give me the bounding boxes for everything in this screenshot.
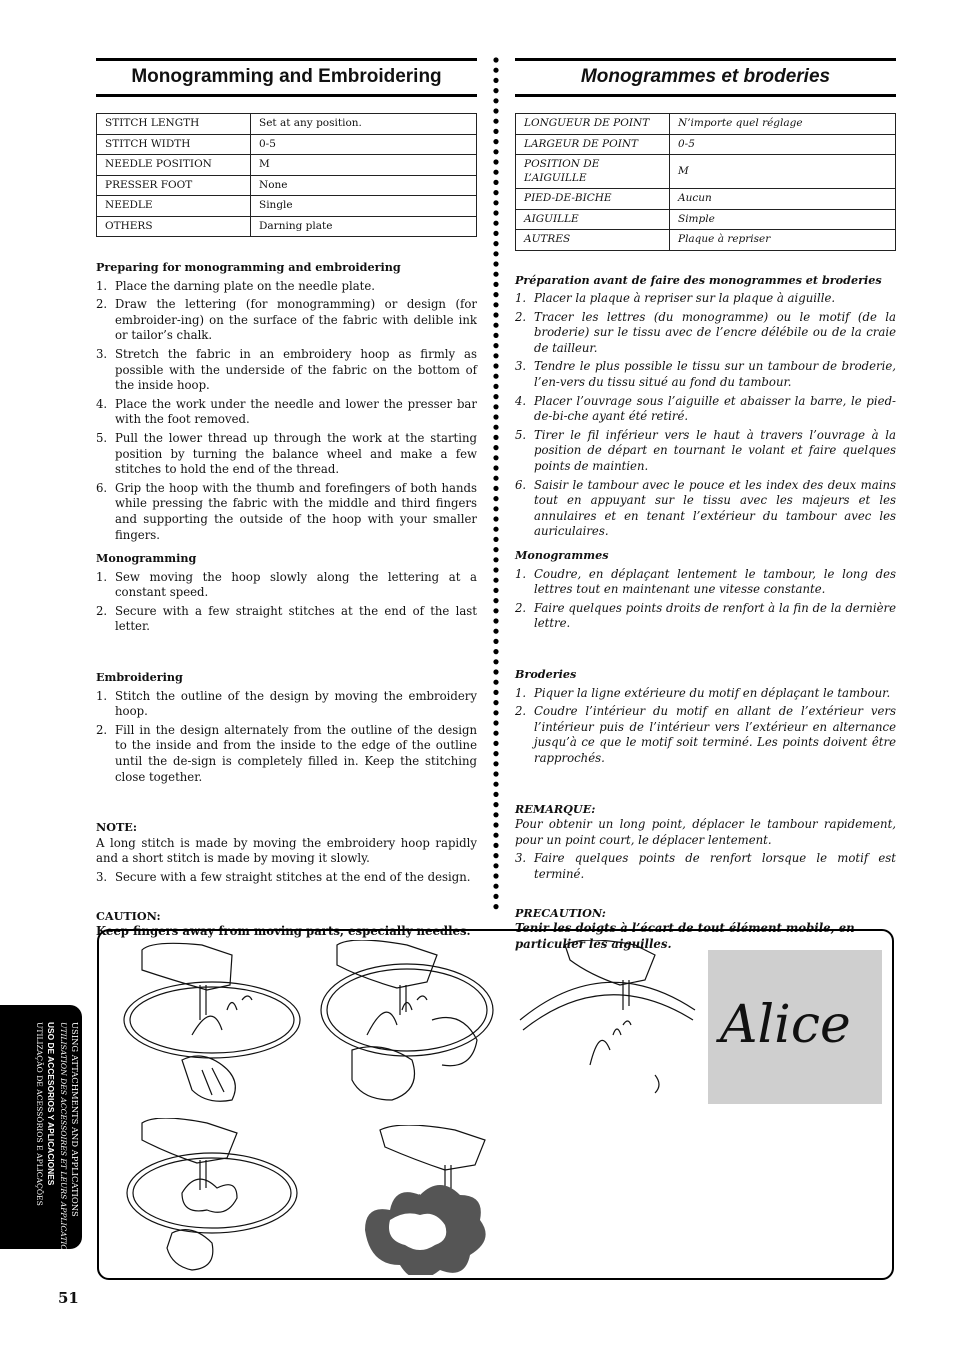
list-item: 1. Stitch the outline of the design by moving the embroidery hoop.	[96, 688, 477, 719]
divider-dot	[493, 761, 498, 766]
setting-key: LONGUEUR DE POINT	[516, 114, 670, 135]
hoop-lettering-illustration-1	[112, 940, 302, 1110]
setting-value: None	[251, 175, 477, 196]
table-row	[97, 155, 477, 176]
divider-dot	[493, 873, 498, 878]
english-settings-table	[96, 113, 477, 237]
table-row	[97, 196, 477, 217]
note-text: A long stitch is made by moving the embroidery hoop rapidly and a short stitch is made by moving it slowly.	[96, 835, 477, 866]
list-item: 2. Secure with a few straight stitches at the end of the last letter.	[96, 603, 477, 634]
table-row	[516, 189, 896, 210]
divider-dot	[493, 588, 498, 593]
table-row	[97, 175, 477, 196]
table-row	[97, 216, 477, 237]
divider-dot	[493, 771, 498, 776]
note-heading: REMARQUE:	[515, 801, 596, 816]
list-item: 2. Coudre l’intérieur du motif en allant de l’extérieur vers l’intérieur puis de l’intérieur vers l’extérieur en alternance jusqu’à ce que le motif soit terminé. Les points doivent être rapprochés.	[515, 704, 896, 765]
divider-dot	[493, 496, 498, 501]
divider-dot	[493, 720, 498, 725]
setting-key: PIED-DE-BICHE	[516, 189, 670, 210]
caution-text: Keep fingers away from moving parts, especially needles.	[96, 924, 471, 939]
caution-text: Tenir les doigts à l’écart de tout élément mobile, en particulier les aiguilles.	[515, 921, 855, 951]
divider-dot	[493, 649, 498, 654]
alice-monogram	[708, 950, 882, 1104]
divider-dot	[493, 557, 498, 562]
divider-dot	[493, 690, 498, 695]
divider-dot	[493, 853, 498, 858]
divider-dot	[493, 404, 498, 409]
divider-dot	[493, 98, 498, 103]
setting-key: AIGUILLE	[516, 209, 670, 230]
divider-dot	[493, 68, 498, 73]
setting-key: LARGEUR DE POINT	[516, 134, 670, 155]
divider-dot	[493, 731, 498, 736]
setting-key: AUTRES	[516, 230, 670, 251]
divider-dot	[493, 312, 498, 317]
alice-text: Alice	[720, 995, 851, 1055]
divider-dot	[493, 455, 498, 460]
french-body	[515, 273, 896, 953]
french-column	[515, 58, 896, 952]
divider-dot	[493, 639, 498, 644]
divider-dot	[493, 251, 498, 256]
divider-dot	[493, 802, 498, 807]
mono-list	[515, 567, 896, 632]
mono-heading: Monogramming	[96, 551, 197, 566]
divider-dot	[493, 547, 498, 552]
table-row	[516, 134, 896, 155]
prep-list	[96, 279, 477, 544]
divider-dot	[493, 598, 498, 603]
divider-dot	[493, 272, 498, 277]
divider-dot	[493, 904, 498, 909]
divider-dot	[493, 425, 498, 430]
divider-dot	[493, 384, 498, 389]
list-item: 3. Tendre le plus possible le tissu sur un tambour de broderie, l’en-vers du tissu situé au fond du tambour.	[515, 359, 896, 390]
caution-heading: PRECAUTION:	[515, 905, 606, 920]
list-item: 3. Faire quelques points de renfort lorsque le motif est terminé.	[515, 851, 896, 881]
hoop-lettering-illustration-2	[312, 940, 502, 1110]
setting-key: NEEDLE POSITION	[97, 155, 251, 176]
setting-key: STITCH LENGTH	[97, 114, 251, 135]
setting-key: PRESSER FOOT	[97, 175, 251, 196]
english-body	[96, 260, 477, 940]
list-item: 2. Fill in the design alternately from the outline of the design to the inside and from the inside to the edge of the outline until the de-sign is completely filled in. Keep the stitching close together.	[96, 722, 477, 784]
divider-dot	[493, 343, 498, 348]
divider-dot	[493, 159, 498, 164]
setting-value: Set at any position.	[251, 114, 477, 135]
divider-dot	[493, 282, 498, 287]
divider-dot	[493, 843, 498, 848]
divider-dot	[493, 190, 498, 195]
setting-key: OTHERS	[97, 216, 251, 237]
mono-list	[96, 570, 477, 635]
divider-dot	[493, 618, 498, 623]
divider-dot	[493, 210, 498, 215]
divider-dot	[493, 516, 498, 521]
table-row	[97, 114, 477, 135]
divider-dot	[493, 741, 498, 746]
setting-key: STITCH WIDTH	[97, 134, 251, 155]
divider-dot	[493, 476, 498, 481]
setting-value: Single	[251, 196, 477, 217]
section-tab	[0, 1005, 82, 1263]
list-item: 1. Coudre, en déplaçant lentement le tambour, le long des lettres tout en maintenant une vitesse constante.	[515, 566, 896, 597]
emb-list	[96, 689, 477, 786]
divider-dot	[493, 221, 498, 226]
divider-dot	[493, 88, 498, 93]
divider-dot	[493, 170, 498, 175]
divider-dot	[493, 751, 498, 756]
list-item: 1. Placer la plaque à repriser sur la plaque à aiguille.	[515, 291, 836, 306]
table-row	[516, 209, 896, 230]
divider-dot	[493, 231, 498, 236]
divider-dot	[493, 782, 498, 787]
divider-dot	[493, 78, 498, 83]
list-item: 4. Place the work under the needle and lower the presser bar with the foot removed.	[96, 396, 477, 427]
list-item: 1. Sew moving the hoop slowly along the lettering at a constant speed.	[96, 569, 477, 600]
setting-value: M	[670, 155, 896, 189]
divider-dot	[493, 435, 498, 440]
divider-dot	[493, 333, 498, 338]
list-item: 5. Pull the lower thread up through the work at the starting position by turning the balance wheel and make a few stitches to hold the end of the thread.	[96, 430, 477, 477]
emb-list	[515, 686, 896, 767]
list-item: 3. Stretch the fabric in an embroidery hoop as firmly as possible with the underside of the fabric on the bottom of the inside hoop.	[96, 346, 477, 393]
divider-dot	[493, 323, 498, 328]
list-item: 2. Tracer les lettres (du monogramme) ou le motif (de la broderie) sur le tissu avec de l’encre délébile ou de la craie de tailleur.	[515, 309, 896, 355]
divider-dot	[493, 353, 498, 358]
emb-heading: Broderies	[515, 666, 577, 681]
list-item: 6. Saisir le tambour avec le pouce et les index des deux mains tout en appuyant sur le tissu avec les majeurs et les annulaires et en tenant l’extérieur du tambour avec les auriculaires.	[515, 477, 896, 539]
mono-heading: Monogrammes	[515, 548, 609, 562]
divider-dot	[493, 792, 498, 797]
divider-dot	[493, 700, 498, 705]
divider-dot	[493, 833, 498, 838]
english-column	[96, 58, 477, 940]
divider-dot	[493, 527, 498, 532]
divider-dot	[493, 506, 498, 511]
divider-dot	[493, 261, 498, 266]
setting-value: Darning plate	[251, 216, 477, 237]
divider-dot	[493, 863, 498, 868]
list-item: 1. Piquer la ligne extérieure du motif en déplaçant le tambour.	[515, 685, 891, 700]
setting-value: 0-5	[670, 134, 896, 155]
divider-dot	[493, 445, 498, 450]
caution-heading: CAUTION:	[96, 908, 161, 923]
divider-dot	[493, 884, 498, 889]
french-settings-table	[515, 113, 896, 251]
divider-dot	[493, 200, 498, 205]
table-row	[516, 155, 896, 189]
list-item: 2. Faire quelques points droits de renfort à la fin de la dernière lettre.	[515, 600, 896, 631]
hoop-embroidery-illustration-2	[345, 1125, 505, 1275]
setting-value: Plaque à repriser	[670, 230, 896, 251]
divider-dot	[493, 680, 498, 685]
note-text: Pour obtenir un long point, déplacer le tambour rapidement, pour un point court, le déplacer lentement.	[515, 817, 896, 847]
divider-dot	[493, 129, 498, 134]
divider-dot	[493, 374, 498, 379]
note-list	[96, 870, 477, 886]
divider-dot	[493, 710, 498, 715]
divider-dot	[493, 812, 498, 817]
list-item: 5. Tirer le fil inférieur vers le haut à travers l’ouvrage à la position de départ en tournant le volant et faire quelques points de maintien.	[515, 427, 896, 474]
divider-dot	[493, 822, 498, 827]
setting-value: M	[251, 155, 477, 176]
divider-dot	[493, 414, 498, 419]
page-number: 51	[58, 1289, 79, 1307]
table-row	[516, 114, 896, 135]
divider-dot	[493, 149, 498, 154]
english-title: Monogramming and Embroidering	[96, 58, 477, 97]
divider-dot	[493, 363, 498, 368]
setting-key: POSITION DE L’AIGUILLE	[516, 155, 670, 189]
divider-dot	[493, 486, 498, 491]
divider-dot	[493, 57, 498, 62]
divider-dot	[493, 894, 498, 899]
list-item: 4. Placer l’ouvrage sous l’aiguille et abaisser la barre, le pied-de-bi-che ayant été retiré.	[515, 393, 896, 424]
list-item: 3. Secure with a few straight stitches at the end of the design.	[96, 870, 471, 884]
divider-dot	[493, 669, 498, 674]
divider-dot	[493, 292, 498, 297]
setting-value: Simple	[670, 209, 896, 230]
french-title: Monogrammes et broderies	[515, 58, 896, 97]
list-item: 1. Place the darning plate on the needle plate.	[96, 278, 376, 293]
divider-dot	[493, 302, 498, 307]
tab-text-es: USO DE ACCESORIOS Y APLICACIONES	[46, 1022, 56, 1186]
divider-dot	[493, 537, 498, 542]
divider-dot	[493, 241, 498, 246]
column-divider	[492, 56, 500, 916]
setting-value: N’importe quel réglage	[670, 114, 896, 135]
divider-dot	[493, 659, 498, 664]
divider-dot	[493, 465, 498, 470]
tab-text-en: USING ATTACHMENTS AND APPLICATIONS	[70, 1022, 80, 1217]
hoop-embroidery-illustration-1	[112, 1118, 312, 1273]
setting-value: 0-5	[251, 134, 477, 155]
table-row	[97, 134, 477, 155]
divider-dot	[493, 119, 498, 124]
list-item: 2. Draw the lettering (for monogramming) or design (for embroider-ing) on the surface of the fabric with delible ink or tailor’s chalk.	[96, 297, 477, 343]
tab-text-pt: UTILIZAÇÃO DE ACESSÓRIOS E APLICAÇÕES	[35, 1022, 44, 1206]
prep-heading: Preparing for monogramming and embroidering	[96, 260, 401, 274]
tab-text-fr: UTILISATION DES ACCESSOIRES ET LEURS APPLICATIONS	[59, 1022, 68, 1263]
divider-dot	[493, 567, 498, 572]
alice-sample-card	[708, 950, 882, 1104]
setting-value: Aucun	[670, 189, 896, 210]
prep-heading: Préparation avant de faire des monogrammes et broderies	[515, 272, 882, 287]
hoop-lettering-illustration-3	[515, 940, 700, 1110]
list-item: 6. Grip the hoop with the thumb and forefingers of both hands while pressing the fabric with the middle and third fingers and supporting the outside of the hoop with your smaller fingers.	[96, 480, 477, 542]
divider-dot	[493, 629, 498, 634]
divider-dot	[493, 578, 498, 583]
emb-heading: Embroidering	[96, 670, 183, 685]
divider-dot	[493, 394, 498, 399]
divider-dot	[493, 139, 498, 144]
divider-dot	[493, 608, 498, 613]
setting-key: NEEDLE	[97, 196, 251, 217]
table-row	[516, 230, 896, 251]
divider-dot	[493, 180, 498, 185]
divider-dot	[493, 108, 498, 113]
note-heading: NOTE:	[96, 820, 137, 835]
prep-list	[515, 291, 896, 540]
note-list	[515, 851, 896, 882]
